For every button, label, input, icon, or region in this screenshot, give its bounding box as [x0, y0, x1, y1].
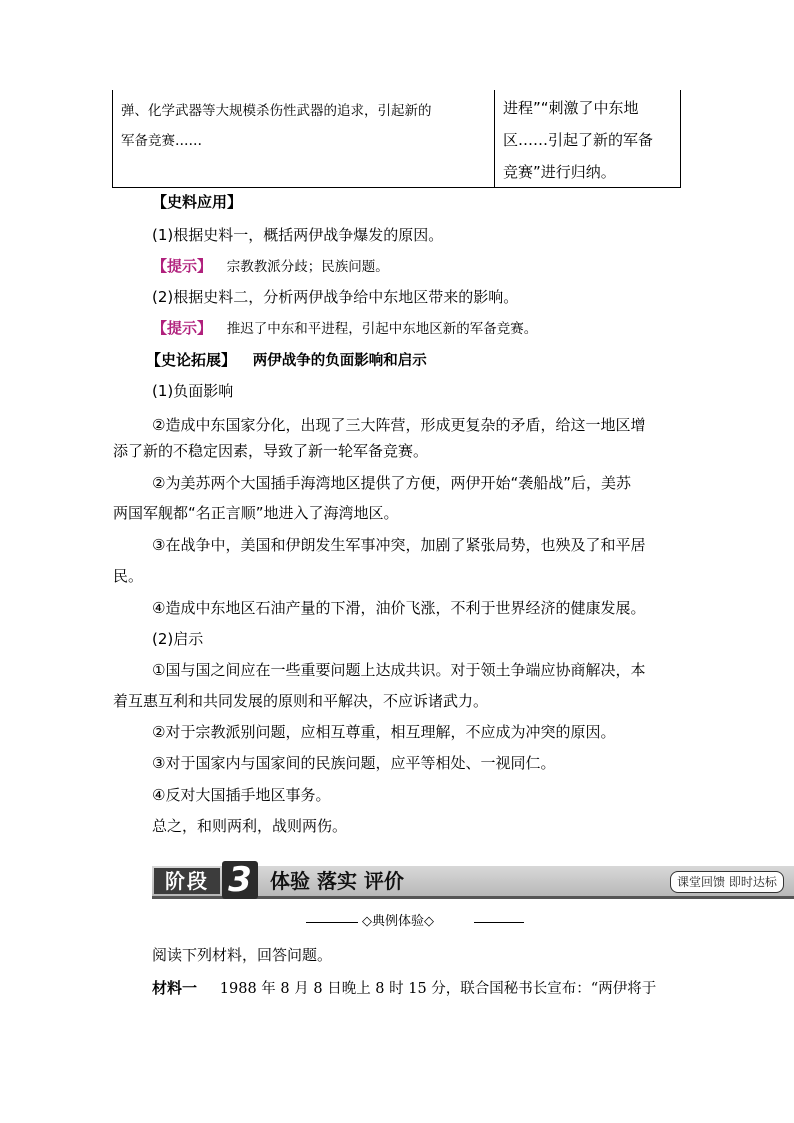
- material-text: 1988 年 8 月 8 日晚上 8 时 15 分，联合国秘书长宣布：“两伊将于: [219, 981, 657, 997]
- paragraph-line: 着互惠互利和共同发展的原则和平解决，不应诉诸武力。: [113, 692, 489, 710]
- table-left-line: 弹、化学武器等大规模杀伤性武器的追求，引起新的: [121, 103, 432, 119]
- paragraph-line: ④反对大国插手地区事务。: [152, 786, 331, 804]
- hint-label: 【提示】: [152, 257, 213, 275]
- negative-title: (1)负面影响: [152, 382, 234, 400]
- summary-line: 总之，和则两利，战则两伤。: [152, 817, 348, 835]
- paragraph-line: ④造成中东地区石油产量的下滑，油价飞涨，不利于世界经济的健康发展。: [152, 599, 646, 617]
- apply-heading: 【史料应用】: [152, 193, 243, 211]
- paragraph-line: ③在战争中，美国和伊朗发生军事冲突，加剧了紧张局势，也殃及了和平居: [152, 536, 646, 554]
- table-right-line: 进程”“刺激了中东地: [503, 99, 639, 117]
- expand-topic: 两伊战争的负面影响和启示: [252, 352, 427, 369]
- table-right-line: 竞赛”进行归纳。: [503, 163, 616, 181]
- hint-label: 【提示】: [152, 319, 213, 337]
- paragraph-line: ②对于宗教派别问题，应相互尊重，相互理解，不应成为冲突的原因。: [152, 723, 616, 741]
- table-right-cell: [503, 92, 679, 188]
- banner-tag: 课堂回馈 即时达标: [670, 871, 784, 893]
- table-divider: [494, 90, 495, 187]
- paragraph-line: ②为美苏两个大国插手海湾地区提供了方便，两伊开始“袭船战”后，美苏: [152, 474, 631, 492]
- hint-answer-1: 宗教教派分歧；民族问题。: [226, 259, 389, 275]
- expand-heading-row: [146, 349, 427, 370]
- table-left-line: 军备竞赛……: [121, 133, 202, 149]
- paragraph-line: ①国与国之间应在一些重要问题上达成共识。对于领土争端应协商解决，本: [152, 661, 646, 679]
- section-divider: [306, 912, 526, 932]
- divider-line-right: [474, 922, 524, 923]
- paragraph-line: ③对于国家内与国家间的民族问题，应平等相处、一视同仁。: [152, 754, 556, 772]
- table-right-line: 区……引起了新的军备: [503, 131, 654, 149]
- paragraph-line: 两国军舰都“名正言顺”地进入了海湾地区。: [113, 504, 399, 522]
- paragraph-line: ②造成中东国家分化，出现了三大阵营，形成更复杂的矛盾，给这一地区增: [152, 416, 646, 434]
- hint-row-1: [152, 255, 389, 276]
- question-1: (1)根据史料一，概括两伊战争爆发的原因。: [152, 226, 444, 244]
- table-left-cell: [121, 96, 491, 156]
- section-title: ◇典例体验◇: [362, 914, 434, 929]
- hint-row-2: [152, 317, 537, 338]
- source-table: [112, 90, 681, 188]
- instruction-line: 阅读下列材料，回答问题。: [152, 946, 333, 964]
- banner-stage-label: 阶段: [154, 868, 220, 894]
- question-2: (2)根据史料二，分析两伊战争给中东地区带来的影响。: [152, 288, 519, 306]
- expand-heading: 【史论拓展】: [146, 351, 237, 369]
- material-label: 材料一: [152, 979, 198, 997]
- stage-banner: [152, 860, 794, 900]
- divider-line-left: [306, 922, 358, 923]
- paragraph-line: 添了新的不稳定因素，导致了新一轮军备竞赛。: [113, 442, 429, 460]
- hint-answer-2: 推迟了中东和平进程，引起中东地区新的军备竞赛。: [226, 321, 538, 337]
- banner-stage-number: 3: [222, 861, 258, 899]
- material-row: [152, 977, 656, 998]
- banner-title: 体验 落实 评价: [270, 869, 404, 893]
- paragraph-line: 民。: [113, 567, 144, 585]
- insight-title: (2)启示: [152, 630, 204, 648]
